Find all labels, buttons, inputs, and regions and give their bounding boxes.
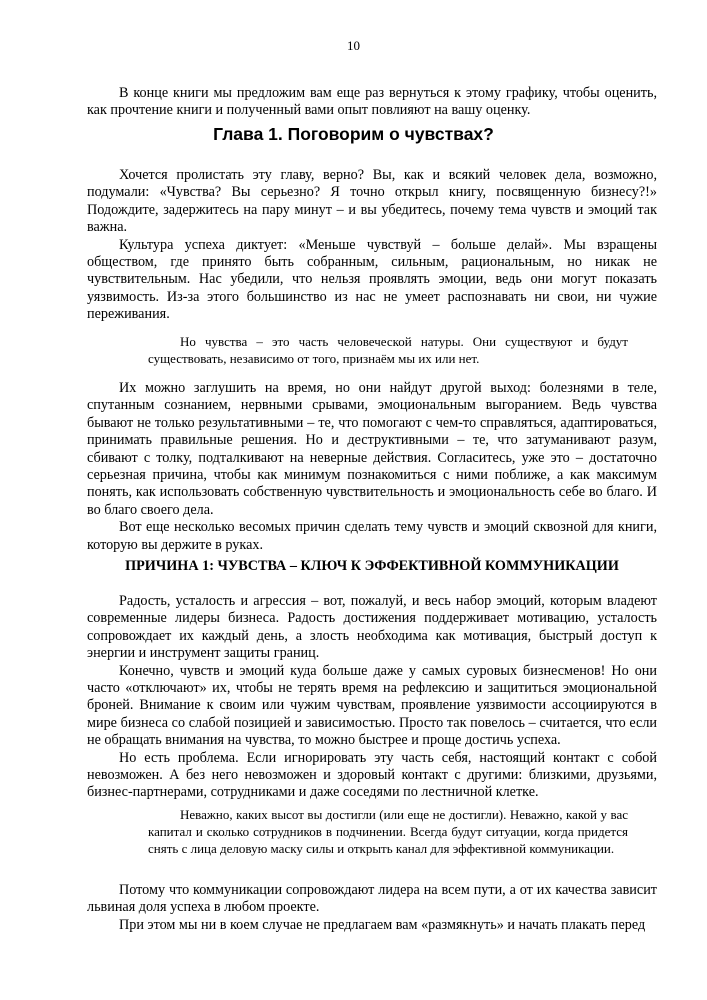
quote-text: Но чувства – это часть человеческой натуры. Они существуют и будут существовать, независимо от того, признаём мы их или нет. (148, 334, 628, 366)
final-block (87, 882, 657, 934)
body-paragraph: Их можно заглушить на время, но они найдут другой выход: болезнями в теле, спутанным сознанием, нервными срывами, эмоциональным выгоранием. Ведь чувства бывают не только результативными – те, что помогают с чем-то справляться, адаптироваться, принимать правильные решения. Но и деструктивными – те, что затуманивают разум, сбивают с толку, подталкивают на неверные действия. Согласитесь, уже это – достаточно серьезная причина, чтобы как минимум познакомиться с ними поближе, а как максимум понять, как использовать собственную чувствительность и эмоциональность себе во благо. И во благо своего дела. (87, 380, 657, 518)
chapter-title: Глава 1. Поговорим о чувствах? (213, 124, 494, 144)
body-paragraph: Радость, усталость и агрессия – вот, пожалуй, и весь набор эмоций, которым владеют современные лидеры бизнеса. Радость достижения поддерживает мотивацию, усталость сопровождает их каждый день, а злость необходима как мотивация, быстрый доступ к энергии и инструмент защиты границ. (87, 593, 657, 662)
middle-block (87, 380, 657, 554)
body-paragraph: При этом мы ни в коем случае не предлагаем вам «размякнуть» и начать плакать перед (119, 916, 646, 933)
quote-block (148, 334, 628, 368)
chapter-paragraph: Культура успеха диктует: «Меньше чувствуй – больше делай». Мы взращены обществом, где принято быть собранным, сильным, рациональным, но никак не чувствительным. Нас убедили, что нельзя проявлять эмоции, ведь они могут показать уязвимость. Из-за этого большинство из нас не умеет распознавать ни свои, ни чужие переживания. (87, 236, 657, 323)
intro-paragraph: В конце книги мы предложим вам еще раз вернуться к этому графику, чтобы оценить, как прочтение книги и полученный вами опыт повлияют на вашу оценку. (87, 85, 657, 119)
quote-text: Неважно, каких высот вы достигли (или еще не достигли). Неважно, какой у вас капитал и сколько сотрудников в подчинении. Всегда будут ситуации, когда придется снять с лица деловую маску силы и открыть канал для эффективной коммуникации. (148, 807, 628, 856)
section-title: ПРИЧИНА 1: ЧУВСТВА – КЛЮЧ К ЭФФЕКТИВНОЙ КОММУНИКАЦИИ (125, 558, 619, 574)
body-paragraph: Но есть проблема. Если игнорировать эту часть себя, настоящий контакт с собой невозможен. А без него невозможен и здоровый контакт с другими: близкими, друзьями, бизнес-партнерами, сотрудниками и даже соседями по лестничной клетке. (87, 749, 657, 801)
section-block (87, 593, 657, 802)
body-paragraph: Вот еще несколько весомых причин сделать тему чувств и эмоций сквозной для книги, которую вы держите в руках. (87, 519, 657, 553)
quote-block (148, 807, 628, 857)
intro-block (87, 85, 657, 120)
body-paragraph: Потому что коммуникации сопровождают лидера на всем пути, а от их качества зависит львиная доля успеха в любом проекте. (87, 882, 657, 916)
chapter-paragraph: Хочется пролистать эту главу, верно? Вы, как и всякий человек дела, возможно, подумали: «Чувства? Вы серьезно? Я точно открыл книгу, посвященную бизнесу?!» Подождите, задержитесь на пару минут – и вы убедитесь, почему тема чувств и эмоций так важна. (87, 167, 657, 236)
chapter-intro-block (87, 167, 657, 324)
body-paragraph: Конечно, чувств и эмоций куда больше даже у самых суровых бизнесменов! Но они часто «отключают» их, чтобы не терять время на рефлексию и защититься эмоциональной броней. Внимание к своим или чужим чувствам, проявление уязвимости ассоциируются в мире бизнеса со слабой позицией и зависимостью. Просто так повелось – считается, что если не обращать внимания на чувства, то можно быстрее и проще достичь успеха. (87, 662, 657, 749)
page-number: 10 (347, 38, 360, 53)
